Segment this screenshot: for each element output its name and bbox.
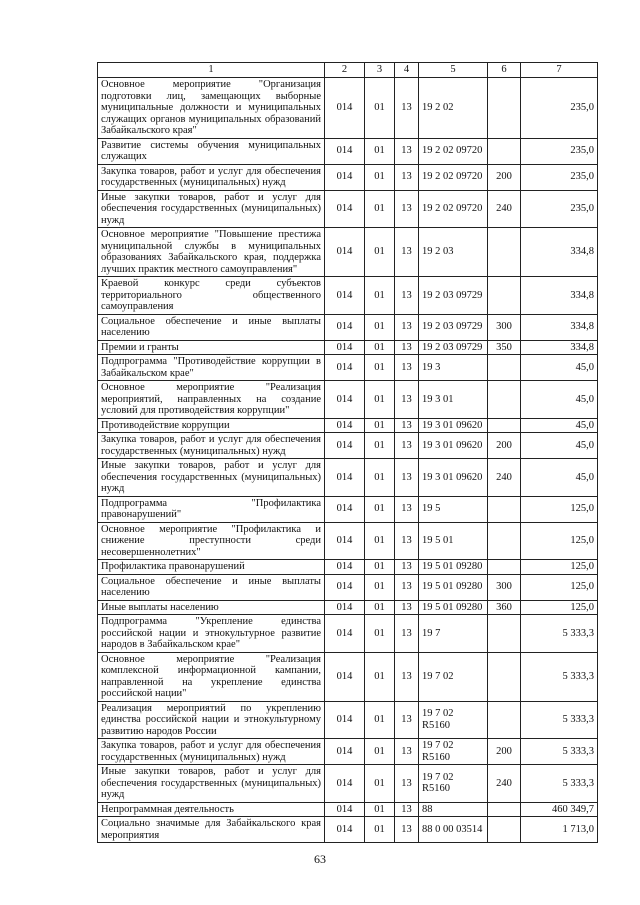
table-row <box>98 459 598 497</box>
table-header-row <box>98 63 598 78</box>
cell-subsection: 13 <box>395 701 419 739</box>
cell-section: 01 <box>365 164 395 190</box>
cell-section: 01 <box>365 600 395 615</box>
cell-target-article: 19 2 02 09720 <box>419 190 488 228</box>
cell-name: Подпрограмма "Противодействие коррупции в Забайкальском крае" <box>98 355 325 381</box>
cell-amount: 125,0 <box>521 574 598 600</box>
cell-amount: 45,0 <box>521 381 598 419</box>
cell-expense-type: 350 <box>488 340 521 355</box>
cell-name: Иные выплаты населению <box>98 600 325 615</box>
table-row <box>98 765 598 803</box>
cell-subsection: 13 <box>395 355 419 381</box>
cell-amount: 5 333,3 <box>521 701 598 739</box>
cell-expense-type <box>488 817 521 843</box>
cell-subsection: 13 <box>395 78 419 139</box>
cell-subsection: 13 <box>395 459 419 497</box>
cell-amount: 5 333,3 <box>521 652 598 701</box>
cell-amount: 1 713,0 <box>521 817 598 843</box>
cell-name: Основное мероприятие "Реализация мероприятий, направленных на создание условий для противодействия коррупции" <box>98 381 325 419</box>
table-row <box>98 418 598 433</box>
cell-expense-type <box>488 277 521 315</box>
cell-name: Основное мероприятие "Реализация комплексной информационной кампании, направленной на укрепление единства российской нации" <box>98 652 325 701</box>
cell-section: 01 <box>365 802 395 817</box>
cell-amount: 235,0 <box>521 164 598 190</box>
cell-section: 01 <box>365 355 395 381</box>
cell-target-article: 19 7 02 R5160 <box>419 739 488 765</box>
cell-target-article: 19 3 01 09620 <box>419 459 488 497</box>
cell-amount: 235,0 <box>521 78 598 139</box>
cell-section: 01 <box>365 522 395 560</box>
cell-grbs: 014 <box>325 228 365 277</box>
cell-name: Социально значимые для Забайкальского края мероприятия <box>98 817 325 843</box>
cell-expense-type: 300 <box>488 314 521 340</box>
cell-subsection: 13 <box>395 817 419 843</box>
cell-name: Иные закупки товаров, работ и услуг для обеспечения государственных (муниципальных) нужд <box>98 459 325 497</box>
cell-target-article: 19 2 03 09729 <box>419 314 488 340</box>
cell-name: Подпрограмма "Профилактика правонарушений" <box>98 496 325 522</box>
cell-grbs: 014 <box>325 560 365 575</box>
cell-section: 01 <box>365 739 395 765</box>
cell-amount: 45,0 <box>521 418 598 433</box>
cell-section: 01 <box>365 190 395 228</box>
cell-grbs: 014 <box>325 314 365 340</box>
cell-expense-type <box>488 802 521 817</box>
cell-expense-type <box>488 496 521 522</box>
cell-target-article: 19 3 01 09620 <box>419 418 488 433</box>
cell-target-article: 19 7 <box>419 615 488 653</box>
table-row <box>98 355 598 381</box>
cell-section: 01 <box>365 701 395 739</box>
table-row <box>98 802 598 817</box>
cell-name: Реализация мероприятий по укреплению единства российской нации и этнокультурному развитию народов России <box>98 701 325 739</box>
cell-subsection: 13 <box>395 802 419 817</box>
cell-subsection: 13 <box>395 418 419 433</box>
cell-subsection: 13 <box>395 765 419 803</box>
cell-subsection: 13 <box>395 190 419 228</box>
cell-grbs: 014 <box>325 459 365 497</box>
cell-target-article: 19 2 02 <box>419 78 488 139</box>
cell-grbs: 014 <box>325 574 365 600</box>
cell-grbs: 014 <box>325 496 365 522</box>
cell-expense-type <box>488 652 521 701</box>
cell-amount: 125,0 <box>521 496 598 522</box>
cell-section: 01 <box>365 138 395 164</box>
cell-section: 01 <box>365 78 395 139</box>
cell-target-article: 19 7 02 R5160 <box>419 765 488 803</box>
cell-grbs: 014 <box>325 78 365 139</box>
cell-section: 01 <box>365 433 395 459</box>
cell-expense-type <box>488 522 521 560</box>
cell-grbs: 014 <box>325 817 365 843</box>
table-row <box>98 574 598 600</box>
cell-section: 01 <box>365 228 395 277</box>
table-row <box>98 560 598 575</box>
cell-grbs: 014 <box>325 355 365 381</box>
cell-expense-type <box>488 560 521 575</box>
cell-grbs: 014 <box>325 190 365 228</box>
cell-subsection: 13 <box>395 433 419 459</box>
cell-subsection: 13 <box>395 574 419 600</box>
table-row <box>98 739 598 765</box>
cell-name: Закупка товаров, работ и услуг для обеспечения государственных (муниципальных) нужд <box>98 739 325 765</box>
cell-expense-type: 200 <box>488 739 521 765</box>
cell-expense-type <box>488 381 521 419</box>
header-col-4: 4 <box>395 63 419 78</box>
cell-section: 01 <box>365 652 395 701</box>
cell-name: Иные закупки товаров, работ и услуг для обеспечения государственных (муниципальных) нужд <box>98 765 325 803</box>
cell-target-article: 19 7 02 <box>419 652 488 701</box>
cell-grbs: 014 <box>325 381 365 419</box>
table-row <box>98 381 598 419</box>
cell-grbs: 014 <box>325 340 365 355</box>
cell-section: 01 <box>365 765 395 803</box>
cell-name: Закупка товаров, работ и услуг для обеспечения государственных (муниципальных) нужд <box>98 433 325 459</box>
cell-target-article: 19 3 01 09620 <box>419 433 488 459</box>
cell-amount: 334,8 <box>521 277 598 315</box>
header-col-7: 7 <box>521 63 598 78</box>
cell-grbs: 014 <box>325 765 365 803</box>
cell-target-article: 19 3 <box>419 355 488 381</box>
cell-section: 01 <box>365 418 395 433</box>
cell-section: 01 <box>365 340 395 355</box>
cell-amount: 45,0 <box>521 459 598 497</box>
cell-subsection: 13 <box>395 560 419 575</box>
cell-subsection: 13 <box>395 652 419 701</box>
table-row <box>98 78 598 139</box>
cell-subsection: 13 <box>395 615 419 653</box>
cell-expense-type <box>488 701 521 739</box>
cell-name: Подпрограмма "Укрепление единства российской нации и этнокультурное развитие народов в Забайкальском крае" <box>98 615 325 653</box>
cell-subsection: 13 <box>395 277 419 315</box>
cell-subsection: 13 <box>395 381 419 419</box>
cell-subsection: 13 <box>395 138 419 164</box>
cell-name: Противодействие коррупции <box>98 418 325 433</box>
cell-name: Социальное обеспечение и иные выплаты населению <box>98 314 325 340</box>
cell-target-article: 19 2 02 09720 <box>419 138 488 164</box>
cell-amount: 125,0 <box>521 600 598 615</box>
budget-table <box>97 62 598 843</box>
cell-subsection: 13 <box>395 522 419 560</box>
table-row <box>98 522 598 560</box>
cell-name: Профилактика правонарушений <box>98 560 325 575</box>
header-col-6: 6 <box>488 63 521 78</box>
cell-target-article: 19 3 01 <box>419 381 488 419</box>
cell-target-article: 19 5 01 09280 <box>419 560 488 575</box>
cell-section: 01 <box>365 574 395 600</box>
cell-grbs: 014 <box>325 701 365 739</box>
cell-section: 01 <box>365 277 395 315</box>
cell-name: Основное мероприятие "Организация подготовки лиц, замещающих выборные муниципальные должности и муниципальных служащих органов муниципальных образований Забайкальского края" <box>98 78 325 139</box>
cell-name: Основное мероприятие "Профилактика и снижение преступности среди несовершеннолетних" <box>98 522 325 560</box>
cell-expense-type <box>488 228 521 277</box>
cell-target-article: 19 5 01 09280 <box>419 600 488 615</box>
cell-amount: 5 333,3 <box>521 739 598 765</box>
cell-grbs: 014 <box>325 600 365 615</box>
cell-section: 01 <box>365 314 395 340</box>
table-body <box>98 78 598 843</box>
cell-expense-type: 360 <box>488 600 521 615</box>
header-col-3: 3 <box>365 63 395 78</box>
cell-grbs: 014 <box>325 277 365 315</box>
cell-amount: 334,8 <box>521 340 598 355</box>
table-row <box>98 652 598 701</box>
cell-subsection: 13 <box>395 164 419 190</box>
cell-expense-type <box>488 615 521 653</box>
cell-name: Развитие системы обучения муниципальных служащих <box>98 138 325 164</box>
cell-name: Краевой конкурс среди субъектов территориального общественного самоуправления <box>98 277 325 315</box>
cell-target-article: 19 5 01 <box>419 522 488 560</box>
table-row <box>98 190 598 228</box>
cell-subsection: 13 <box>395 340 419 355</box>
table-row <box>98 817 598 843</box>
cell-target-article: 19 5 <box>419 496 488 522</box>
cell-grbs: 014 <box>325 652 365 701</box>
cell-section: 01 <box>365 560 395 575</box>
table-row <box>98 228 598 277</box>
cell-section: 01 <box>365 381 395 419</box>
table-row <box>98 138 598 164</box>
cell-target-article: 19 2 03 09729 <box>419 340 488 355</box>
cell-subsection: 13 <box>395 228 419 277</box>
cell-grbs: 014 <box>325 615 365 653</box>
table-row <box>98 433 598 459</box>
header-col-2: 2 <box>325 63 365 78</box>
header-col-1: 1 <box>98 63 325 78</box>
cell-expense-type: 240 <box>488 190 521 228</box>
cell-name: Премии и гранты <box>98 340 325 355</box>
cell-grbs: 014 <box>325 802 365 817</box>
table-row <box>98 277 598 315</box>
cell-subsection: 13 <box>395 600 419 615</box>
cell-expense-type <box>488 138 521 164</box>
cell-amount: 5 333,3 <box>521 765 598 803</box>
cell-target-article: 19 5 01 09280 <box>419 574 488 600</box>
cell-amount: 125,0 <box>521 560 598 575</box>
table-row <box>98 701 598 739</box>
cell-section: 01 <box>365 496 395 522</box>
cell-amount: 235,0 <box>521 190 598 228</box>
table-row <box>98 340 598 355</box>
cell-expense-type <box>488 355 521 381</box>
header-col-5: 5 <box>419 63 488 78</box>
cell-expense-type <box>488 418 521 433</box>
cell-subsection: 13 <box>395 739 419 765</box>
cell-expense-type: 240 <box>488 459 521 497</box>
cell-section: 01 <box>365 615 395 653</box>
cell-name: Непрограммная деятельность <box>98 802 325 817</box>
cell-target-article: 88 <box>419 802 488 817</box>
cell-expense-type: 200 <box>488 164 521 190</box>
cell-subsection: 13 <box>395 496 419 522</box>
cell-amount: 235,0 <box>521 138 598 164</box>
cell-name: Закупка товаров, работ и услуг для обеспечения государственных (муниципальных) нужд <box>98 164 325 190</box>
cell-amount: 334,8 <box>521 228 598 277</box>
cell-amount: 45,0 <box>521 355 598 381</box>
cell-grbs: 014 <box>325 433 365 459</box>
table-row <box>98 600 598 615</box>
cell-expense-type: 300 <box>488 574 521 600</box>
cell-name: Социальное обеспечение и иные выплаты населению <box>98 574 325 600</box>
table-row <box>98 496 598 522</box>
cell-expense-type: 240 <box>488 765 521 803</box>
cell-grbs: 014 <box>325 418 365 433</box>
table-row <box>98 164 598 190</box>
cell-amount: 460 349,7 <box>521 802 598 817</box>
cell-target-article: 19 2 03 09729 <box>419 277 488 315</box>
cell-target-article: 88 0 00 03514 <box>419 817 488 843</box>
cell-grbs: 014 <box>325 739 365 765</box>
cell-amount: 334,8 <box>521 314 598 340</box>
cell-grbs: 014 <box>325 164 365 190</box>
table-row <box>98 615 598 653</box>
cell-name: Иные закупки товаров, работ и услуг для обеспечения государственных (муниципальных) нужд <box>98 190 325 228</box>
cell-target-article: 19 2 03 <box>419 228 488 277</box>
cell-amount: 5 333,3 <box>521 615 598 653</box>
cell-name: Основное мероприятие "Повышение престижа муниципальной службы в муниципальных образованиях Забайкальского края, поддержка лучших практик местного самоуправления" <box>98 228 325 277</box>
table-row <box>98 314 598 340</box>
page-number: 63 <box>314 852 326 866</box>
cell-amount: 125,0 <box>521 522 598 560</box>
cell-amount: 45,0 <box>521 433 598 459</box>
cell-section: 01 <box>365 817 395 843</box>
cell-expense-type <box>488 78 521 139</box>
cell-target-article: 19 7 02 R5160 <box>419 701 488 739</box>
cell-section: 01 <box>365 459 395 497</box>
cell-target-article: 19 2 02 09720 <box>419 164 488 190</box>
cell-subsection: 13 <box>395 314 419 340</box>
cell-grbs: 014 <box>325 522 365 560</box>
cell-grbs: 014 <box>325 138 365 164</box>
cell-expense-type: 200 <box>488 433 521 459</box>
